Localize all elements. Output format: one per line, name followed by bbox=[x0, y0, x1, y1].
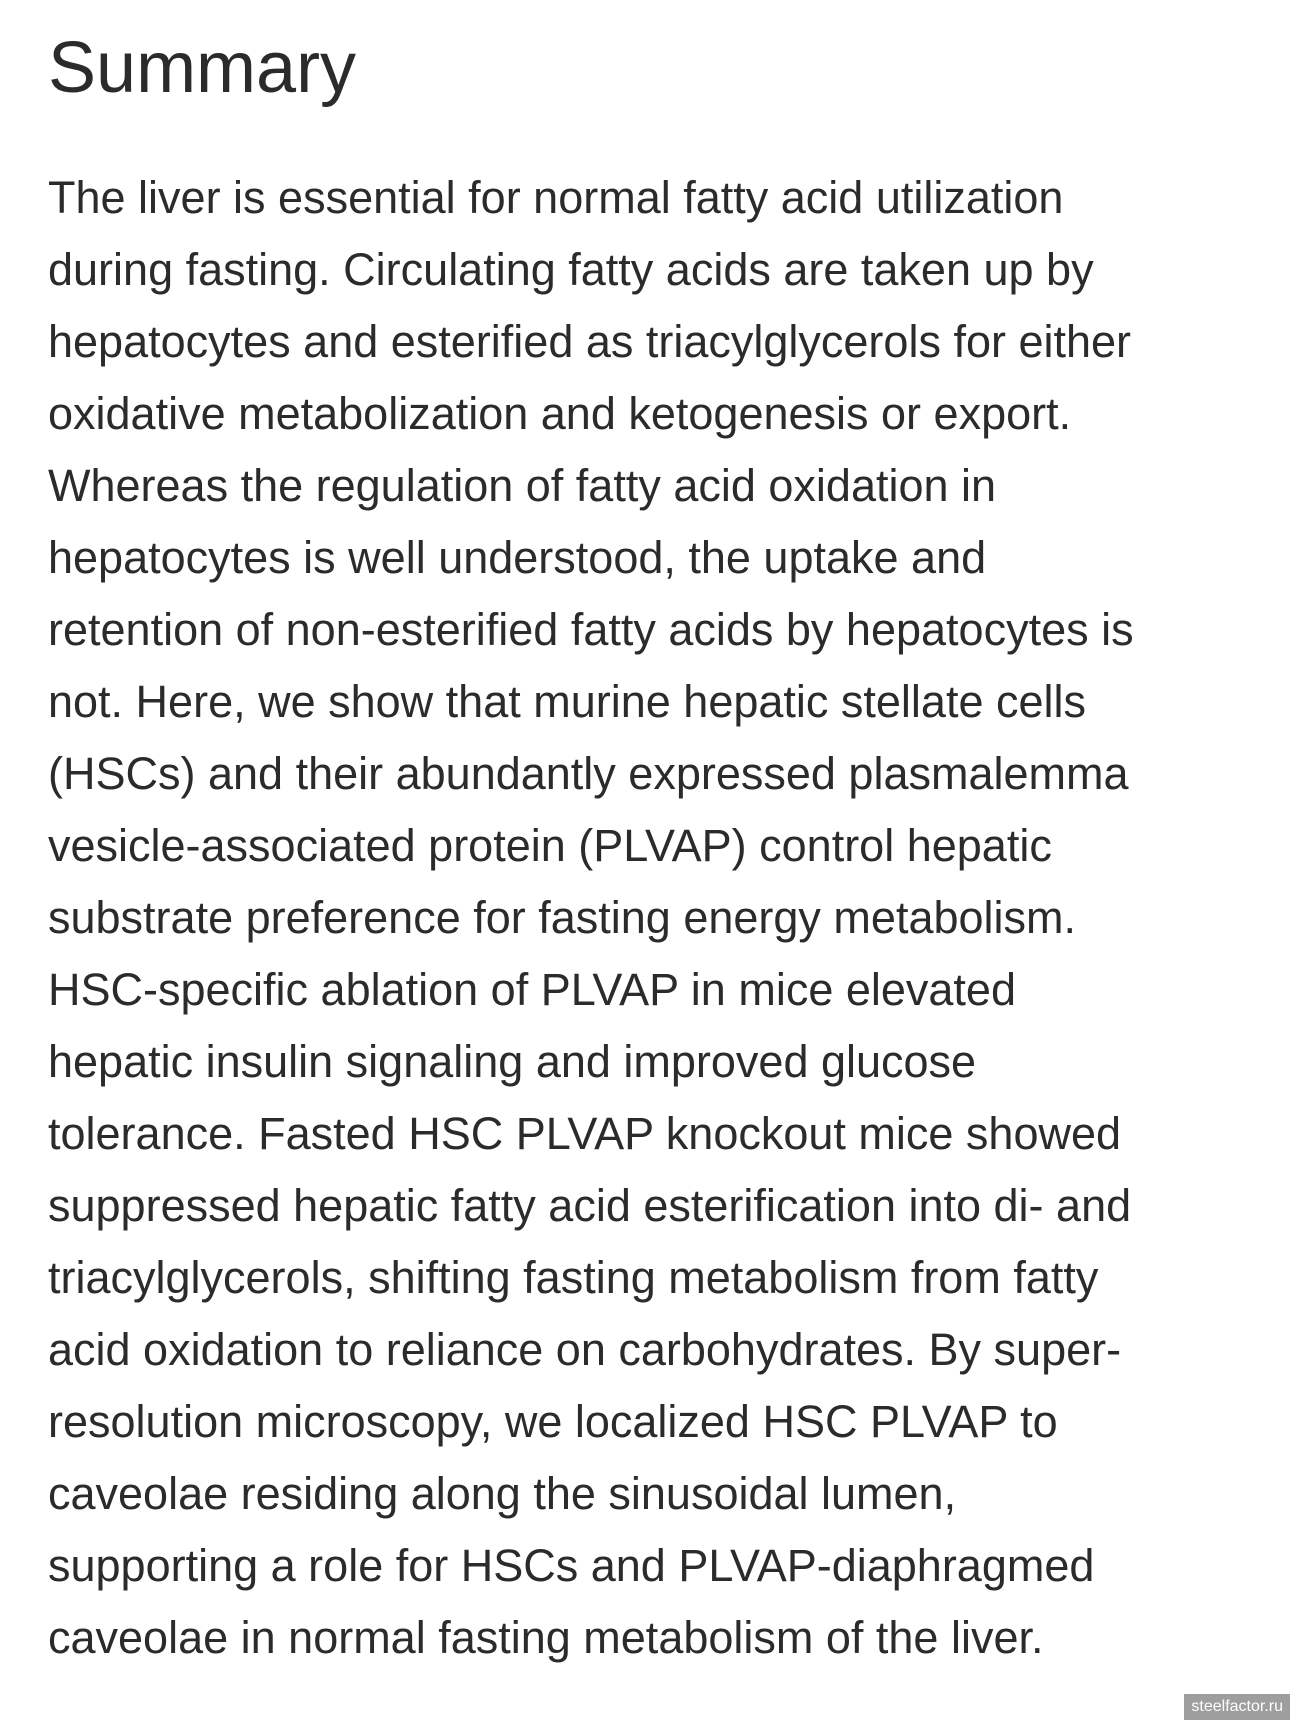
summary-paragraph bbox=[48, 162, 1248, 1674]
summary-line: Whereas the regulation of fatty acid oxidation in bbox=[48, 460, 997, 511]
summary-line: caveolae residing along the sinusoidal lumen, bbox=[48, 1468, 957, 1519]
summary-line: triacylglycerols, shifting fasting metabolism from fatty bbox=[48, 1252, 1099, 1303]
summary-line: tolerance. Fasted HSC PLVAP knockout mice showed bbox=[48, 1108, 1122, 1159]
summary-line: suppressed hepatic fatty acid esterification into di- and bbox=[48, 1180, 1132, 1231]
summary-line: hepatic insulin signaling and improved glucose bbox=[48, 1036, 977, 1087]
article bbox=[48, 0, 1248, 1663]
summary-heading: Summary bbox=[48, 28, 357, 108]
summary-line: (HSCs) and their abundantly expressed plasmalemma bbox=[48, 748, 1129, 799]
summary-line: hepatocytes is well understood, the uptake and bbox=[48, 532, 987, 583]
summary-line: during fasting. Circulating fatty acids are taken up by bbox=[48, 244, 1094, 295]
watermark: steelfactor.ru bbox=[1184, 1694, 1290, 1720]
summary-line: hepatocytes and esterified as triacylglycerols for either bbox=[48, 316, 1132, 367]
summary-line: oxidative metabolization and ketogenesis or export. bbox=[48, 388, 1072, 439]
summary-line: not. Here, we show that murine hepatic stellate cells bbox=[48, 676, 1087, 727]
summary-line: supporting a role for HSCs and PLVAP-diaphragmed bbox=[48, 1540, 1095, 1591]
summary-line: resolution microscopy, we localized HSC PLVAP to bbox=[48, 1396, 1058, 1447]
summary-line: substrate preference for fasting energy metabolism. bbox=[48, 892, 1077, 943]
summary-line: The liver is essential for normal fatty acid utilization bbox=[48, 172, 1064, 223]
summary-line: HSC-specific ablation of PLVAP in mice elevated bbox=[48, 964, 1016, 1015]
summary-line: acid oxidation to reliance on carbohydrates. By super- bbox=[48, 1324, 1122, 1375]
summary-line: retention of non-esterified fatty acids by hepatocytes is bbox=[48, 604, 1134, 655]
summary-line: caveolae in normal fasting metabolism of the liver. bbox=[48, 1612, 1044, 1663]
summary-line: vesicle-associated protein (PLVAP) control hepatic bbox=[48, 820, 1052, 871]
